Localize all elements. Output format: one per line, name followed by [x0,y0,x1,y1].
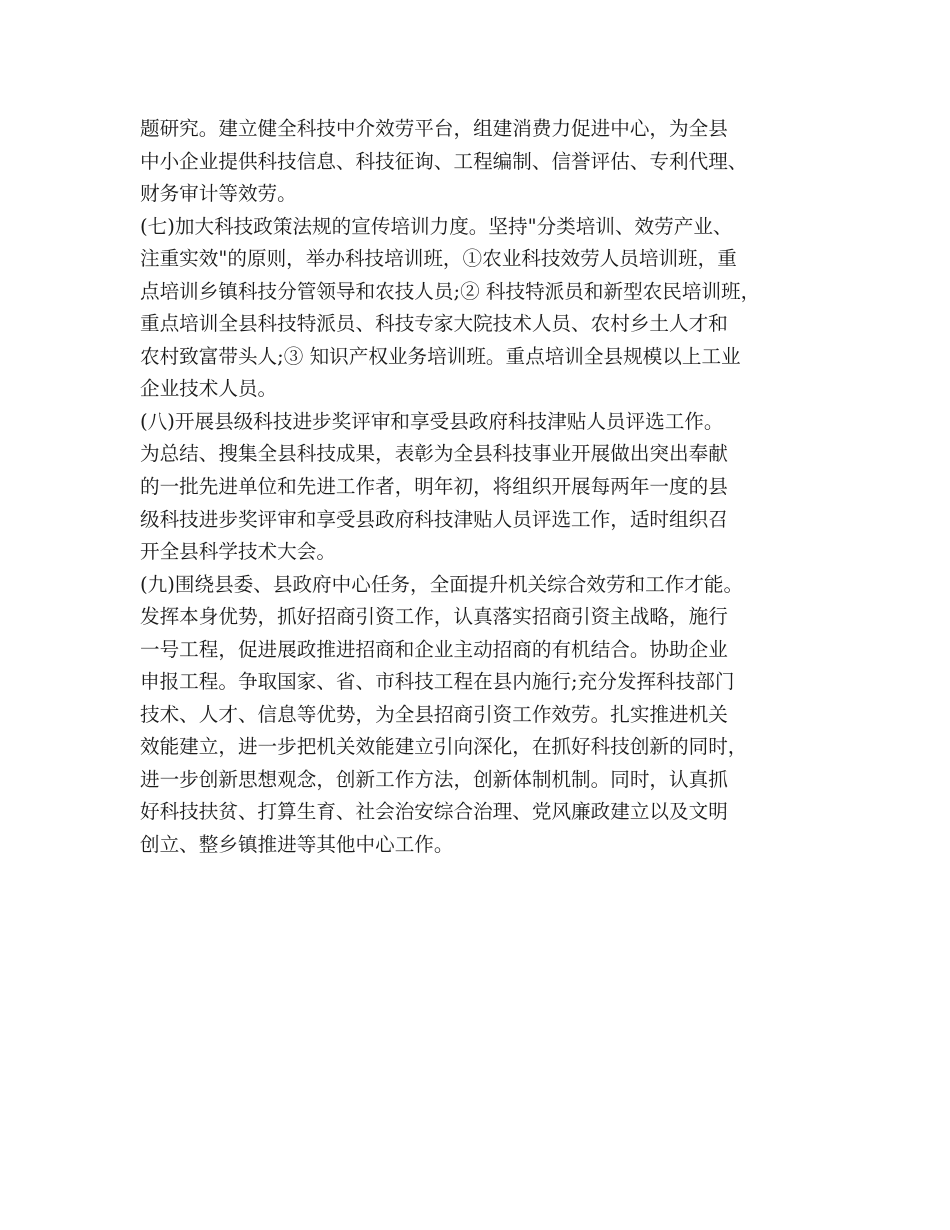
text-line: 开全县科学技术大会。 [140,540,336,564]
text-line: 注重实效"的原则，举办科技培训班，①农业科技效劳人员培训班，重 [140,247,737,271]
text-line: 中小企业提供科技信息、科技征询、工程编制、信誉评估、专利代理、 [140,149,748,173]
text-line: 技术、人才、信息等优势，为全县招商引资工作效劳。扎实推进机关 [140,702,728,726]
text-line: 财务审计等效劳。 [140,182,297,206]
text-line: 题研究。建立健全科技中介效劳平台，组建消费力促进中心，为全县 [140,117,728,140]
text-line: (七)加大科技政策法规的宣传培训力度。坚持"分类培训、效劳产业、 [140,214,733,238]
text-line: 进一步创新思想观念，创新工作方法，创新体制机制。同时，认真抓 [140,767,728,791]
document-body [140,113,840,862]
text-line: 创立、整乡镇推进等其他中心工作。 [140,833,454,857]
text-line: 发挥本身优势，抓好招商引资工作，认真落实招商引资主战略，施行 [140,605,728,629]
text-line: 企业技术人员。 [140,377,278,401]
text-line: 农村致富带头人;③ 知识产权业务培训班。重点培训全县规模以上工业 [140,344,741,368]
text-line: 申报工程。争取国家、省、市科技工程在县内施行;充分发挥科技部门 [140,670,735,694]
text-line: (九)围绕县委、县政府中心任务，全面提升机关综合效劳和工作才能。 [140,572,744,596]
text-line: 重点培训全县科技特派员、科技专家大院技术人员、农村乡土人才和 [140,312,728,336]
text-line: 级科技进步奖评审和享受县政府科技津贴人员评选工作，适时组织召 [140,507,728,531]
text-line: 好科技扶贫、打算生育、社会治安综合治理、党风廉政建立以及文明 [140,800,728,824]
text-line: 为总结、搜集全县科技成果，表彰为全县科技事业开展做出突出奉献 [140,442,728,466]
text-line: 点培训乡镇科技分管领导和农技人员;② 科技特派员和新型农民培训班， [140,279,761,303]
text-line: 的一批先进单位和先进工作者，明年初，将组织开展每两年一度的县 [140,475,728,499]
text-line: 效能建立，进一步把机关效能建立引向深化，在抓好科技创新的同时， [140,735,748,759]
text-line: 一号工程，促进展政推进招商和企业主动招商的有机结合。协助企业 [140,637,728,661]
text-line: (八)开展县级科技进步奖评审和享受县政府科技津贴人员评选工作。 [140,409,724,433]
